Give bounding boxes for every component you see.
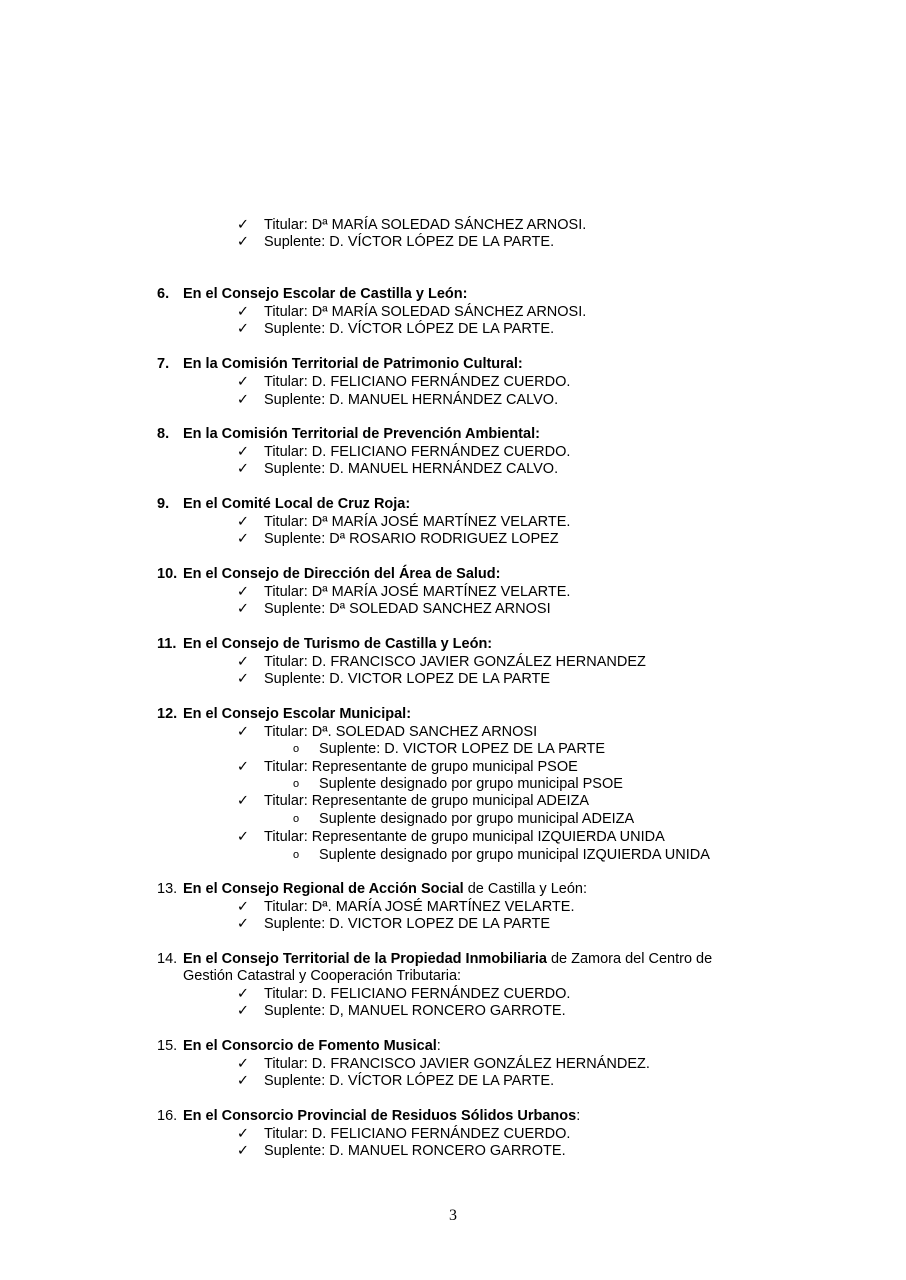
section-number: 6.	[157, 286, 170, 302]
section-title: En el Consejo Escolar Municipal:	[183, 706, 412, 722]
item-text: Suplente designado por grupo municipal IZQUIERDA UNIDA	[319, 847, 710, 863]
item-text: Suplente: D. MANUEL HERNÁNDEZ CALVO.	[264, 392, 559, 408]
item-text: Suplente: D. VÍCTOR LÓPEZ DE LA PARTE.	[264, 321, 555, 337]
checkmark-icon: ✓	[236, 514, 250, 530]
circle-bullet-icon: o	[293, 813, 300, 825]
item-text: Titular: Dª MARÍA JOSÉ MARTÍNEZ VELARTE.	[264, 514, 571, 530]
section-title: En el Consejo Territorial de la Propiedad Inmobiliaria	[183, 951, 547, 967]
checkmark-icon: ✓	[236, 724, 250, 740]
section-title: En el Comité Local de Cruz Roja:	[183, 496, 411, 512]
item-text: Titular: Representante de grupo municipal ADEIZA	[264, 793, 590, 809]
page-number: 3	[449, 1207, 457, 1224]
section-title-rest: de Zamora del Centro de	[546, 951, 713, 967]
section-title: En la Comisión Territorial de Prevención Ambiental:	[183, 426, 540, 442]
item-text: Suplente: D. MANUEL RONCERO GARROTE.	[264, 1143, 566, 1159]
item-text: Titular: D. FELICIANO FERNÁNDEZ CUERDO.	[264, 444, 571, 460]
section-number: 14.	[157, 951, 178, 967]
checkmark-icon: ✓	[236, 1056, 250, 1072]
section-title-rest: de Castilla y León:	[463, 881, 587, 897]
section-title: En el Consejo Escolar de Castilla y León:	[183, 286, 468, 302]
checkmark-icon: ✓	[236, 601, 250, 617]
section-title-rest: :	[436, 1038, 441, 1054]
section-number: 10.	[157, 566, 178, 582]
checkmark-icon: ✓	[236, 899, 250, 915]
item-text: Suplente: D. VÍCTOR LÓPEZ DE LA PARTE.	[264, 1073, 555, 1089]
item-text: Titular: D. FRANCISCO JAVIER GONZÁLEZ HERNANDEZ	[264, 654, 646, 670]
item-text: Suplente designado por grupo municipal PSOE	[319, 776, 623, 792]
item-text: Suplente: D, MANUEL RONCERO GARROTE.	[264, 1003, 566, 1019]
checkmark-icon: ✓	[236, 584, 250, 600]
checkmark-icon: ✓	[236, 374, 250, 390]
item-text: Titular: Dª. MARÍA JOSÉ MARTÍNEZ VELARTE.	[264, 899, 575, 915]
checkmark-icon: ✓	[236, 1126, 250, 1142]
checkmark-icon: ✓	[236, 759, 250, 775]
item-text: Titular: Dª MARÍA JOSÉ MARTÍNEZ VELARTE.	[264, 584, 571, 600]
section-title: En la Comisión Territorial de Patrimonio Cultural:	[183, 356, 523, 372]
checkmark-icon: ✓	[236, 321, 250, 337]
section-title-rest: :	[576, 1108, 581, 1124]
checkmark-icon: ✓	[236, 671, 250, 687]
item-text: Titular: D. FRANCISCO JAVIER GONZÁLEZ HERNÁNDEZ.	[264, 1056, 650, 1072]
section-title-rest: Gestión Catastral y Cooperación Tributaria:	[183, 968, 462, 984]
section-number: 8.	[157, 426, 170, 442]
checkmark-icon: ✓	[236, 829, 250, 845]
checkmark-icon: ✓	[236, 304, 250, 320]
checkmark-icon: ✓	[236, 654, 250, 670]
section-number: 12.	[157, 706, 178, 722]
section-number: 16.	[157, 1108, 178, 1124]
checkmark-icon: ✓	[236, 444, 250, 460]
section-title: En el Consorcio Provincial de Residuos Sólidos Urbanos	[183, 1108, 577, 1124]
section-number: 7.	[157, 356, 170, 372]
circle-bullet-icon: o	[293, 849, 300, 861]
item-text: Titular: D. FELICIANO FERNÁNDEZ CUERDO.	[264, 1126, 571, 1142]
item-text: Suplente: D. VÍCTOR LÓPEZ DE LA PARTE.	[264, 234, 555, 250]
item-text: Titular: Dª. SOLEDAD SANCHEZ ARNOSI	[264, 724, 538, 740]
section-number: 15.	[157, 1038, 178, 1054]
item-text: Titular: Dª MARÍA SOLEDAD SÁNCHEZ ARNOSI.	[264, 217, 587, 233]
checkmark-icon: ✓	[236, 217, 250, 233]
item-text: Titular: Representante de grupo municipal IZQUIERDA UNIDA	[264, 829, 665, 845]
checkmark-icon: ✓	[236, 392, 250, 408]
section-title: En el Consejo de Turismo de Castilla y León:	[183, 636, 493, 652]
checkmark-icon: ✓	[236, 1073, 250, 1089]
section-title: En el Consejo Regional de Acción Social	[183, 881, 464, 897]
item-text: Titular: D. FELICIANO FERNÁNDEZ CUERDO.	[264, 986, 571, 1002]
checkmark-icon: ✓	[236, 234, 250, 250]
circle-bullet-icon: o	[293, 778, 300, 790]
section-title: En el Consorcio de Fomento Musical	[183, 1038, 437, 1054]
checkmark-icon: ✓	[236, 1143, 250, 1159]
checkmark-icon: ✓	[236, 793, 250, 809]
section-title: En el Consejo de Dirección del Área de Salud:	[183, 566, 501, 582]
item-text: Titular: Dª MARÍA SOLEDAD SÁNCHEZ ARNOSI.	[264, 304, 587, 320]
section-number: 13.	[157, 881, 178, 897]
item-text: Suplente: D. VICTOR LOPEZ DE LA PARTE	[264, 916, 551, 932]
item-text: Suplente: D. VICTOR LOPEZ DE LA PARTE	[319, 741, 606, 757]
item-text: Titular: D. FELICIANO FERNÁNDEZ CUERDO.	[264, 374, 571, 390]
item-text: Suplente designado por grupo municipal ADEIZA	[319, 811, 635, 827]
item-text: Suplente: Dª SOLEDAD SANCHEZ ARNOSI	[264, 601, 551, 617]
checkmark-icon: ✓	[236, 531, 250, 547]
item-text: Suplente: Dª ROSARIO RODRIGUEZ LOPEZ	[264, 531, 559, 547]
section-number: 9.	[157, 496, 170, 512]
checkmark-icon: ✓	[236, 986, 250, 1002]
section-number: 11.	[157, 636, 177, 652]
item-text: Titular: Representante de grupo municipal PSOE	[264, 759, 578, 775]
item-text: Suplente: D. VICTOR LOPEZ DE LA PARTE	[264, 671, 551, 687]
checkmark-icon: ✓	[236, 1003, 250, 1019]
checkmark-icon: ✓	[236, 461, 250, 477]
item-text: Suplente: D. MANUEL HERNÁNDEZ CALVO.	[264, 461, 559, 477]
checkmark-icon: ✓	[236, 916, 250, 932]
circle-bullet-icon: o	[293, 743, 300, 755]
